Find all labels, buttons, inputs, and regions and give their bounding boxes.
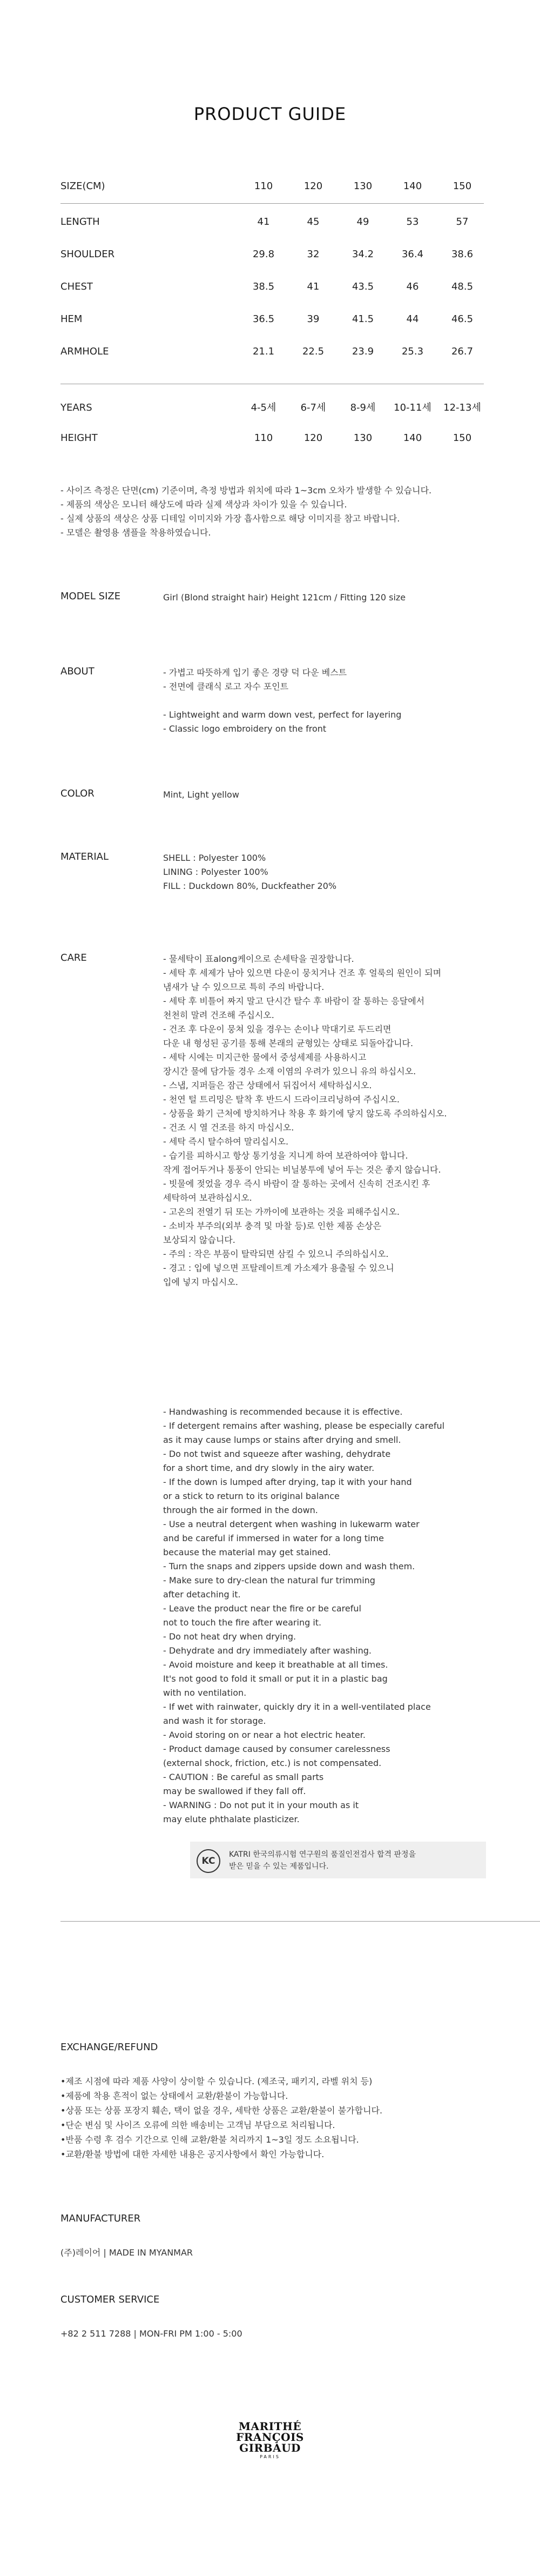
care-line: 장시간 물에 담가둘 경우 소재 이염의 우려가 있으니 유의 하십시오.	[163, 1066, 416, 1076]
care-line: and be careful if immersed in water for a long time	[163, 1533, 384, 1543]
color-text	[163, 788, 239, 802]
logo-sub: PARIS	[260, 2454, 280, 2459]
table-cell: 46	[406, 281, 419, 292]
note-line: - 제품의 색상은 모니터 해상도에 따라 실제 색상과 차이가 있을 수 있습니다.	[60, 499, 347, 510]
note-line: - 모델은 촬영용 샘플을 착용하였습니다.	[60, 527, 211, 538]
row-label: SHOULDER	[60, 249, 115, 260]
table-cell: 8-9세	[350, 402, 376, 413]
care-line: - CAUTION : Be careful as small parts	[163, 1772, 324, 1782]
care-line: 다운 내 형성된 공기를 통해 본래의 균형있는 상태로 되돌아갑니다.	[163, 1038, 414, 1048]
about-line	[163, 694, 401, 708]
care-line: - 세탁 후 비틀어 짜지 말고 단시간 탈수 후 바람이 잘 통하는 응달에서	[163, 996, 425, 1006]
care-line: - Do not twist and squeeze after washing, dehydrate	[163, 1449, 391, 1459]
age-row	[60, 400, 484, 416]
row-label: LENGTH	[60, 216, 100, 228]
table-cell: 21.1	[252, 346, 275, 357]
note-line: - 사이즈 측정은 단면(cm) 기준이며, 측정 방법과 위치에 따라 1~3cm 오차가 발생할 수 있습니다.	[60, 485, 432, 496]
care-line: - 경고 : 입에 넣으면 프탈레이트계 가소제가 용출될 수 있으니	[163, 1263, 394, 1273]
table-cell: 32	[307, 249, 320, 260]
customer-service-heading: CUSTOMER SERVICE	[60, 2294, 160, 2305]
table-cell: 120	[303, 432, 323, 444]
care-line: may be swallowed if they fall off.	[163, 1786, 306, 1796]
logo-line: FRANÇOIS	[236, 2431, 304, 2444]
table-cell: 43.5	[352, 281, 374, 292]
care-line: - 물세탁이 표along케이으로 손세탁을 권장합니다.	[163, 954, 354, 964]
care-line: - 상품을 화기 근처에 방치하거나 착용 후 화기에 닿지 않도록 주의하십시오.	[163, 1108, 447, 1119]
care-line: or a stick to return to its original balance	[163, 1491, 340, 1501]
material-line: SHELL : Polyester 100%	[163, 853, 266, 863]
customer-service-text	[60, 2326, 242, 2341]
care-line: It's not good to fold it small or put it in a plastic bag	[163, 1674, 388, 1684]
table-cell: 46.5	[451, 313, 474, 325]
measurement-row	[60, 246, 484, 263]
table-cell: 12-13세	[443, 402, 481, 413]
manufacturer-text	[60, 2245, 193, 2260]
care-line: (external shock, friction, etc.) is not compensated.	[163, 1758, 382, 1768]
about-line: - 가볍고 따뜻하게 입기 좋은 경량 덕 다운 베스트	[163, 667, 347, 678]
material-line: FILL : Duckdown 80%, Duckfeather 20%	[163, 881, 337, 891]
manufacturer-heading: MANUFACTURER	[60, 2213, 141, 2224]
table-cell: 6-7세	[300, 402, 326, 413]
care-line: through the air formed in the down.	[163, 1505, 318, 1515]
table-cell: 36.5	[252, 313, 275, 325]
care-line: - 세탁 후 세제가 남아 있으면 다운이 뭉치거나 건조 후 얼룩의 원인이 되며	[163, 968, 442, 978]
exchange-heading: EXCHANGE/REFUND	[60, 2042, 158, 2053]
material-label: MATERIAL	[60, 851, 109, 862]
care-line: - WARNING : Do not put it in your mouth as it	[163, 1800, 359, 1810]
care-line: - 세탁 시에는 미지근한 물에서 중성세제를 사용하시고	[163, 1052, 367, 1062]
care-english	[163, 1405, 444, 1826]
material-text	[163, 851, 336, 893]
table-cell: 44	[406, 313, 419, 325]
kc-certification-box	[190, 1842, 486, 1878]
page-title: PRODUCT GUIDE	[193, 104, 347, 124]
care-line: - If the down is lumped after drying, tap it with your hand	[163, 1477, 412, 1487]
table-cell: 150	[453, 432, 472, 444]
table-divider	[60, 203, 484, 204]
care-line: 천천히 말려 건조해 주십시오.	[163, 1010, 274, 1020]
logo-line: GIRBAUD	[239, 2441, 301, 2454]
table-cell: 38.5	[252, 281, 275, 292]
care-korean	[163, 952, 447, 1289]
row-label: YEARS	[60, 402, 92, 413]
table-cell: 34.2	[352, 249, 374, 260]
care-line: 입에 넣지 마십시오.	[163, 1277, 238, 1287]
care-line: - 습기를 피하시고 항상 통기성을 지니게 하여 보관하여야 합니다.	[163, 1150, 408, 1161]
care-line: - Avoid moisture and keep it breathable at all times.	[163, 1660, 388, 1670]
model-size-label: MODEL SIZE	[60, 591, 121, 602]
care-line: with no ventilation.	[163, 1688, 247, 1698]
care-line: - 소비자 부주의(외부 충격 및 마찰 등)로 인한 제품 손상은	[163, 1221, 382, 1231]
about-line: - Classic logo embroidery on the front	[163, 724, 327, 734]
table-cell: 4-5세	[251, 402, 276, 413]
measurement-row	[60, 279, 484, 295]
table-cell: 41	[307, 281, 320, 292]
care-label: CARE	[60, 952, 87, 964]
care-line: - If wet with rainwater, quickly dry it in a well-ventilated place	[163, 1702, 431, 1712]
care-line: - 건조 시 열 건조를 하지 마십시오.	[163, 1122, 294, 1133]
care-line: after detaching it.	[163, 1589, 241, 1600]
color-label: COLOR	[60, 788, 94, 799]
row-label: HEM	[60, 313, 83, 325]
care-line: for a short time, and dry slowly in the airy water.	[163, 1463, 375, 1473]
color-value: Mint, Light yellow	[163, 789, 239, 800]
about-text	[163, 666, 401, 736]
care-line: - 빗물에 젖었을 경우 즉시 바람이 잘 통하는 곳에서 신속히 건조시킨 후	[163, 1179, 430, 1189]
table-cell: 38.6	[451, 249, 474, 260]
about-label: ABOUT	[60, 666, 94, 677]
care-line: - Product damage caused by consumer carelessness	[163, 1744, 390, 1754]
note-line: - 실제 상품의 색상은 상품 디테일 이미지와 가장 흡사함으로 해당 이미지를 참고 바랍니다.	[60, 513, 400, 524]
row-label: HEIGHT	[60, 432, 98, 444]
care-line: may elute phthalate plasticizer.	[163, 1814, 300, 1824]
table-cell: 57	[456, 216, 469, 228]
about-line: - 전면에 클래식 로고 자수 포인트	[163, 681, 289, 692]
table-cell: 23.9	[352, 346, 374, 357]
measurement-row	[60, 344, 484, 360]
care-line: - Use a neutral detergent when washing in lukewarm water	[163, 1519, 420, 1529]
care-line: - Dehydrate and dry immediately after washing.	[163, 1645, 372, 1656]
kc-line: 받은 믿을 수 있는 제품입니다.	[229, 1862, 329, 1871]
exchange-line: •교환/환불 방법에 대한 자세한 내용은 공지사항에서 확인 가능합니다.	[60, 2149, 325, 2159]
customer-service-value: +82 2 511 7288 | MON-FRI PM 1:00 - 5:00	[60, 2329, 242, 2339]
table-cell: 48.5	[451, 281, 474, 292]
row-label: CHEST	[60, 281, 93, 292]
kc-text	[229, 1849, 416, 1872]
care-line: because the material may get stained.	[163, 1547, 331, 1557]
table-cell: 39	[307, 313, 320, 325]
size-header-cell: 110	[254, 180, 273, 192]
table-cell: 41.5	[352, 313, 374, 325]
kc-line: KATRI 한국의류시험 연구원의 품질인전검사 합격 판정을	[229, 1850, 416, 1859]
table-cell: 130	[353, 432, 373, 444]
exchange-line: •제품에 착용 흔적이 없는 상태에서 교환/환불이 가능합니다.	[60, 2091, 288, 2101]
care-line: - Turn the snaps and zippers upside down and wash them.	[163, 1561, 415, 1571]
table-cell: 49	[356, 216, 369, 228]
size-header-row	[60, 178, 484, 195]
table-cell: 41	[257, 216, 270, 228]
exchange-line: •상품 또는 상품 포장지 훼손, 택이 없을 경우, 세탁한 상품은 교환/환불이 불가합니다.	[60, 2105, 383, 2116]
care-line: - Do not heat dry when drying.	[163, 1631, 296, 1642]
table-cell: 10-11세	[394, 402, 431, 413]
care-line: 작게 접어두거나 통풍이 안되는 비닐봉투에 넣어 두는 것은 좋지 않습니다.	[163, 1165, 441, 1175]
size-table	[60, 178, 484, 459]
kc-mark-icon: KC	[197, 1849, 220, 1873]
material-line: LINING : Polyester 100%	[163, 867, 268, 877]
size-header-cell: 120	[303, 180, 323, 192]
row-label: ARMHOLE	[60, 346, 109, 357]
model-size-value: Girl (Blond straight hair) Height 121cm / Fitting 120 size	[163, 592, 406, 603]
care-line: - 세탁 즉시 탈수하여 말리십시오.	[163, 1136, 289, 1147]
section-divider	[60, 1921, 540, 1922]
manufacturer-value: (주)레이어 | MADE IN MYANMAR	[60, 2247, 193, 2258]
care-line: - 건조 후 다운이 뭉쳐 있을 경우는 손이나 막대기로 두드리면	[163, 1024, 392, 1034]
table-cell: 22.5	[302, 346, 325, 357]
care-line: - 스냅, 지퍼들은 잠근 상태에서 뒤집어서 세탁하십시오.	[163, 1080, 372, 1090]
logo-line: MARITHÉ	[238, 2420, 302, 2433]
care-line: - If detergent remains after washing, please be especially careful	[163, 1421, 445, 1431]
exchange-line: •반품 수령 후 검수 기간으로 인해 교환/환불 처리까지 1~3일 정도 소요됩니다.	[60, 2135, 359, 2145]
table-cell: 110	[254, 432, 273, 444]
size-notes	[60, 484, 492, 540]
size-header-label: SIZE(CM)	[60, 180, 105, 192]
age-row	[60, 430, 484, 446]
care-line: not to touch the fire after wearing it.	[163, 1617, 322, 1628]
care-line: - Make sure to dry-clean the natural fur trimming	[163, 1575, 375, 1585]
care-line: and wash it for storage.	[163, 1716, 266, 1726]
size-header-cell: 140	[403, 180, 422, 192]
measurement-row	[60, 214, 484, 230]
model-size-text	[163, 591, 406, 605]
size-header-cell: 130	[353, 180, 373, 192]
table-cell: 53	[406, 216, 419, 228]
care-line: as it may cause lumps or stains after drying and smell.	[163, 1435, 401, 1445]
care-line: - Avoid storing on or near a hot electric heater.	[163, 1730, 366, 1740]
care-line: - 천연 털 트리밍은 탈착 후 반드시 드라이크리닝하여 주십시오.	[163, 1094, 400, 1105]
table-cell: 26.7	[451, 346, 474, 357]
care-line: 세탁하여 보관하십시오.	[163, 1193, 252, 1203]
table-cell: 29.8	[252, 249, 275, 260]
exchange-line: •제조 시점에 따라 제품 사양이 상이할 수 있습니다. (제조국, 패키지, 라벨 위치 등)	[60, 2076, 373, 2086]
care-line: - Handwashing is recommended because it is effective.	[163, 1407, 403, 1417]
table-cell: 45	[307, 216, 320, 228]
care-line: - 고온의 전열기 뒤 또는 가까이에 보관하는 것을 피해주십시오.	[163, 1207, 400, 1217]
care-line: - 주의 : 작은 부품이 탈락되면 삼킬 수 있으니 주의하십시오.	[163, 1249, 389, 1259]
table-cell: 25.3	[401, 346, 424, 357]
exchange-line: •단순 변심 및 사이즈 오류에 의한 배송비는 고객님 부담으로 처리됩니다.	[60, 2120, 335, 2130]
brand-logo	[233, 2421, 307, 2461]
table-cell: 36.4	[401, 249, 424, 260]
care-line: 보상되지 않습니다.	[163, 1235, 235, 1245]
about-line: - Lightweight and warm down vest, perfect for layering	[163, 710, 402, 720]
measurement-row	[60, 311, 484, 327]
exchange-text	[60, 2074, 382, 2162]
size-header-cell: 150	[453, 180, 472, 192]
table-cell: 140	[403, 432, 422, 444]
care-line: 냄새가 날 수 있으므로 특히 주의 바랍니다.	[163, 982, 325, 992]
care-line: - Leave the product near the fire or be careful	[163, 1603, 361, 1614]
